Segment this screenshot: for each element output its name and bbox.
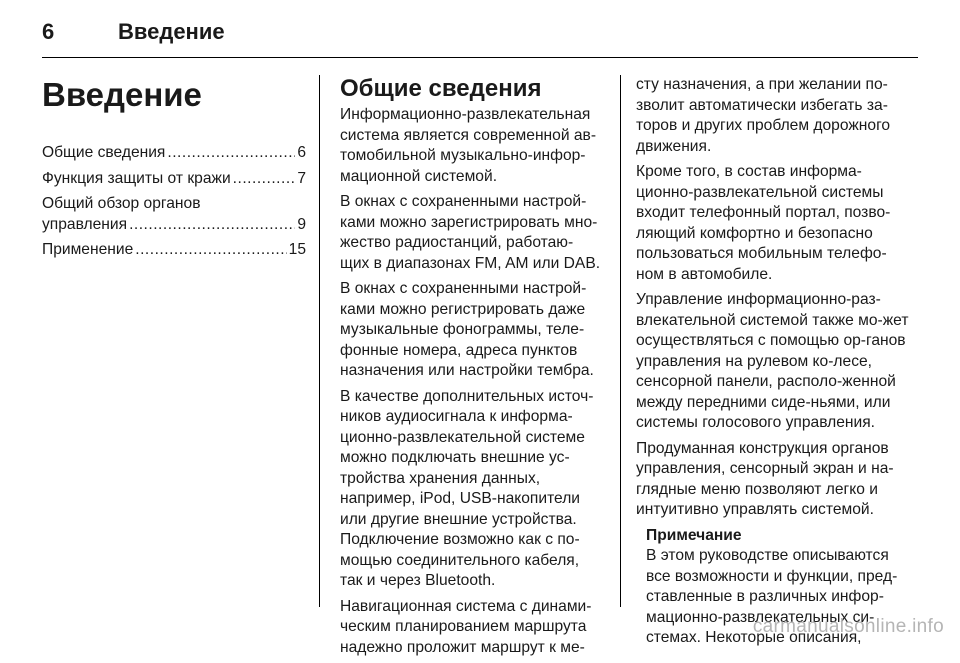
body-paragraph: В качестве дополнительных источ-ников аудиосигнала к информа-ционно-развлекательной системе можно подключать внешние ус-тройства хранения данных, например, iPod, USB-накопители или другие внешние устройства. Подключение возможно как с по-мощью соединительного кабеля, так и через Bluetooth. <box>340 387 594 589</box>
body-paragraph: Управление информационно-раз-влекательной системой также мо-жет осуществляться с помощью ор-ганов управления на рулевом ко-лесе, сенсорной панели, располо-женной между передними сиде-ньями, или системы голосового управления. <box>636 291 909 431</box>
toc-item-page: 15 <box>288 241 306 258</box>
body-paragraph: Кроме того, в состав информа-ционно-развлекательной системы входит телефонный портал, позво-ляющий комфортно и безопасно пользоваться мобильным телефо-ном в автомобиле. <box>636 163 891 283</box>
toc-item-controls-overview[interactable] <box>42 194 306 235</box>
note-title: Примечание <box>646 526 742 544</box>
toc-item-page: 7 <box>297 169 306 187</box>
toc-item-label: Применение <box>42 241 134 258</box>
toc-leader-dots <box>135 240 286 261</box>
toc-item-theft-protection[interactable] <box>42 169 306 190</box>
page-number: 6 <box>42 19 55 44</box>
body-column-2 <box>636 75 910 649</box>
body-paragraph: Информационно-развлекательная система является современной ав-томобильной музыкально-инфор-мационной системой. <box>340 106 597 185</box>
toc-item-general[interactable] <box>42 143 306 164</box>
toc-item-label: управления <box>42 215 128 233</box>
toc-column <box>42 75 306 266</box>
column-divider-2 <box>620 75 621 607</box>
body-paragraph: В окнах с сохраненными настрой-ками можно регистрировать даже музыкальные фонограммы, теле-фонные номера, адреса пунктов назначения или настройки тембра. <box>340 280 594 379</box>
body-paragraph: сту назначения, а при желании по-зволит автоматически избегать за-торов и других проблем дорожного движения. <box>636 76 891 155</box>
body-paragraph: Навигационная система с динами-ческим планированием маршрута надежно проложит маршрут к ме- <box>340 597 592 656</box>
toc-item-label: Функция защиты от кражи <box>42 169 231 187</box>
toc-item-label: Общие сведения <box>42 144 166 161</box>
header-rule <box>42 57 918 58</box>
toc-item-usage[interactable] <box>42 240 306 261</box>
column-divider-1 <box>319 75 320 607</box>
toc-leader-dots <box>129 215 295 236</box>
note-text: В этом руководстве описываются все возможности и функции, пред-ставленные в различных инфор-мационно-развлекательных си-стемах. Некоторые описания, <box>646 547 898 646</box>
chapter-title: Введение <box>42 76 202 113</box>
body-paragraph: Продуманная конструкция органов управления, сенсорный экран и на-глядные меню позволяют легко и интуитивно управлять системой. <box>636 439 894 518</box>
toc-item-label-line1: Общий обзор органов <box>42 195 201 212</box>
toc-item-page: 9 <box>297 215 306 233</box>
body-paragraph: В окнах с сохраненными настрой-ками можно зарегистрировать мно-жество радиостанций, работаю-щих в диапазонах FM, AM или DAB. <box>340 193 601 272</box>
toc-leader-dots <box>167 143 295 164</box>
table-of-contents <box>42 143 306 261</box>
toc-leader-dots <box>233 169 296 190</box>
page-header <box>42 14 225 50</box>
body-column-1 <box>340 75 602 663</box>
section-title: Общие сведения <box>340 75 542 102</box>
header-title: Введение <box>118 19 225 44</box>
toc-item-page: 6 <box>297 144 306 161</box>
watermark: carmanualsonline.info <box>752 616 944 637</box>
